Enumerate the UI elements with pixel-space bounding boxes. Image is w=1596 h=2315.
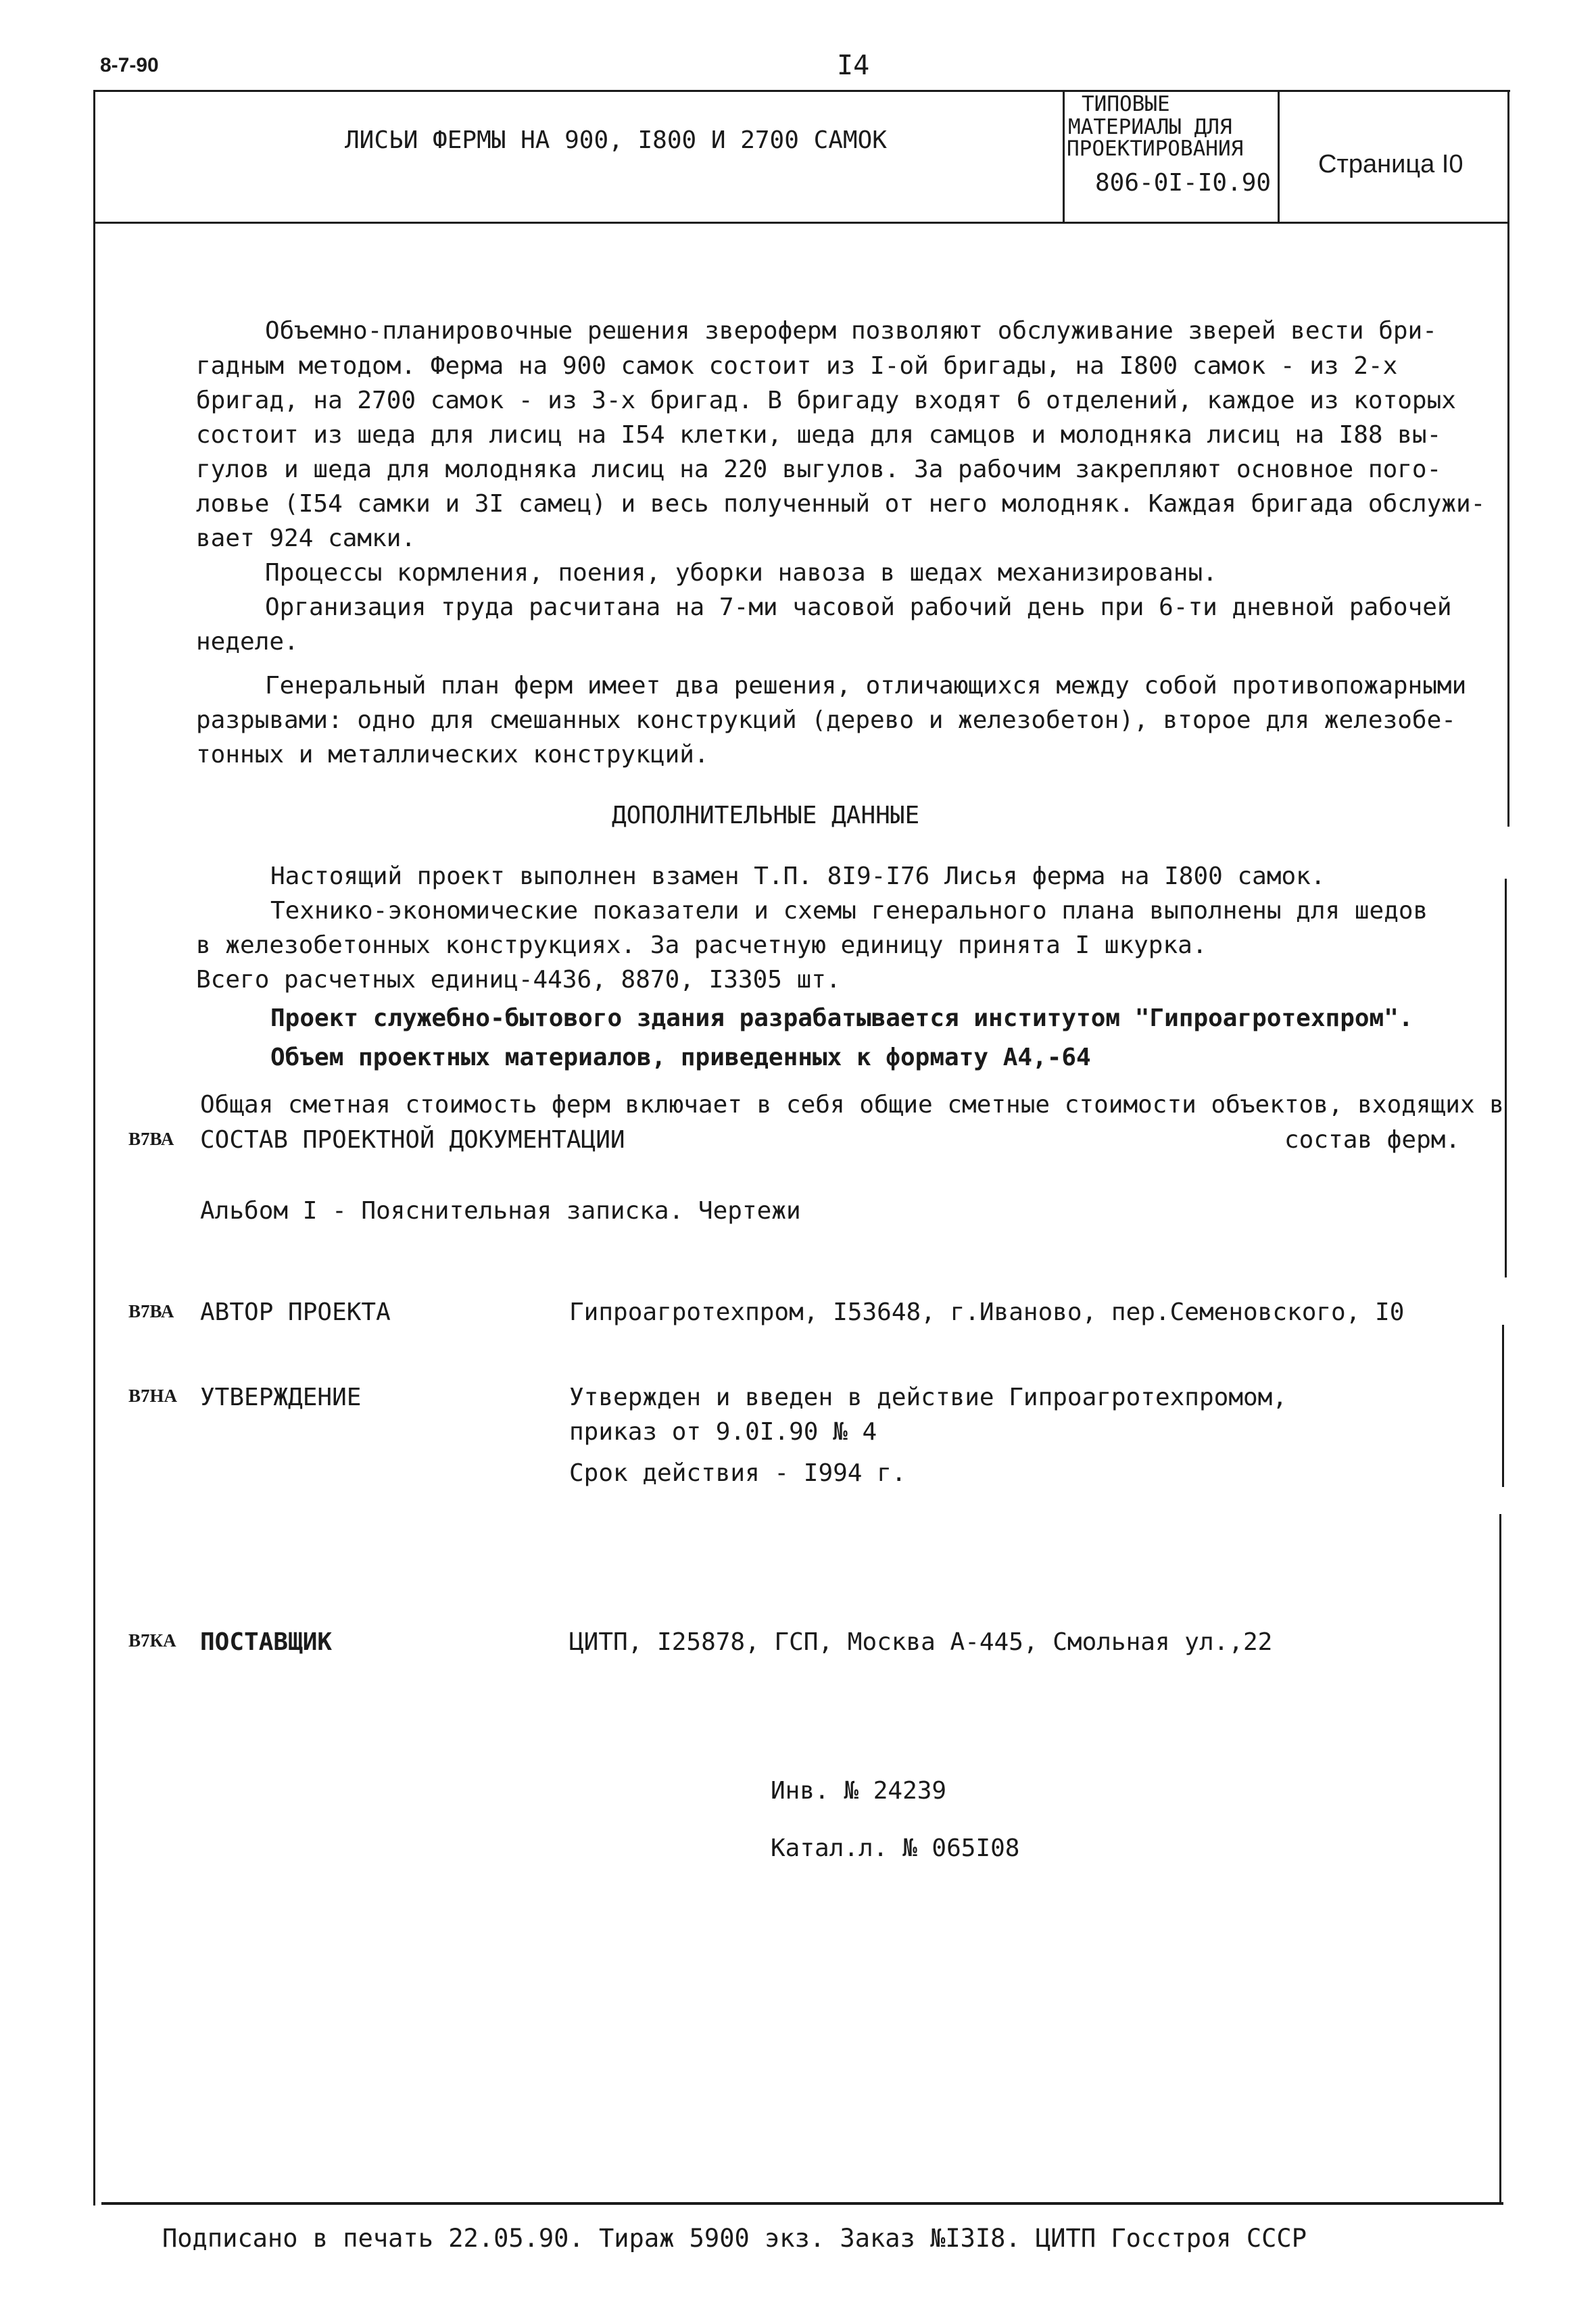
volume-text: Объем проектных материалов, приведенных к формату А4,-64 xyxy=(270,1044,1091,1071)
typical-materials-line-3: ПРОЕКТИРОВАНИЯ xyxy=(1067,137,1244,161)
frame-left xyxy=(93,90,95,2206)
frame-right-mid1 xyxy=(1505,879,1507,1277)
typical-materials-line-2: МАТЕРИАЛЫ ДЛЯ xyxy=(1068,115,1232,139)
general-plan-line: Генеральный план ферм имеет два решения, отличающихся между собой противопожарными xyxy=(265,672,1467,700)
frame-bottom xyxy=(101,2202,1503,2205)
organization-line: Организация труда расчитана на 7-ми часовой рабочий день при 6-ти дневной рабочей xyxy=(265,593,1452,621)
approval-tag: В7НА xyxy=(128,1386,178,1406)
author-label: АВТОР ПРОЕКТА xyxy=(200,1298,391,1326)
supplier-value: ЦИТП, I25878, ГСП, Москва А-445, Смольная ул.,22 xyxy=(569,1628,1273,1656)
approval-line: Утвержден и введен в действие Гипроагротехпромом, xyxy=(569,1384,1288,1411)
approval-label: УТВЕРЖДЕНИЕ xyxy=(200,1384,362,1411)
designation-code: 806-0I-I0.90 xyxy=(1095,169,1272,197)
teo-line: в железобетонных конструкциях. За расчетную единицу принята I шкурка. xyxy=(196,931,1207,959)
frame-right-mid2 xyxy=(1502,1325,1504,1487)
document-code: 8-7-90 xyxy=(100,54,159,76)
header-divider-2 xyxy=(1278,90,1280,222)
frame-right-upper xyxy=(1507,90,1509,827)
additional-data-heading: ДОПОЛНИТЕЛЬНЫЕ ДАННЫЕ xyxy=(612,802,920,829)
typical-materials-line-1: ТИПОВЫЕ xyxy=(1082,92,1170,116)
header-divider-1 xyxy=(1063,90,1065,222)
cost-line: Общая сметная стоимость ферм включает в себя общие сметные стоимости объектов, входящих в xyxy=(200,1091,1504,1119)
intro-line: Объемно-планировочные решения звероферм позволяют обслуживание зверей вести бри- xyxy=(265,317,1437,345)
organization-line: неделе. xyxy=(196,628,299,656)
replaces-text: Настоящий проект выполнен взамен Т.П. 8I9-I76 Лисья ферма на I800 самок. xyxy=(270,862,1326,890)
catalog-number: Катал.л. № 065I08 xyxy=(771,1834,1020,1862)
page-label: Страница I0 xyxy=(1318,150,1464,178)
intro-line: вает 924 самки. xyxy=(196,525,416,552)
service-building-text: Проект служебно-бытового здания разрабатывается институтом "Гипроагротехпром". xyxy=(270,1004,1413,1032)
units-text: Всего расчетных единиц-4436, 8870, I3305 шт. xyxy=(196,966,841,994)
album-text: Альбом I - Пояснительная записка. Чертежи xyxy=(200,1197,801,1225)
mechanization-text: Процессы кормления, поения, уборки навоза в шедах механизированы. xyxy=(265,559,1217,587)
general-plan-line: разрывами: одно для смешанных конструкций (дерево и железобетон), второе для железобе- xyxy=(196,706,1456,734)
approval-line: приказ от 9.0I.90 № 4 xyxy=(569,1418,877,1446)
supplier-tag: В7КА xyxy=(128,1630,176,1651)
composition-tag: В7ВА xyxy=(128,1129,174,1149)
author-tag: В7ВА xyxy=(128,1301,174,1321)
intro-line: состоит из шеда для лисиц на I54 клетки, шеда для самцов и молодняка лисиц на I88 вы- xyxy=(196,421,1442,449)
document-title: ЛИСЬИ ФЕРМЫ НА 900, I800 И 2700 САМОК xyxy=(345,126,887,154)
intro-line: ловье (I54 самки и 3I самец) и весь полученный от него молодняк. Каждая бригада обслужи- xyxy=(196,490,1486,518)
general-plan-line: тонных и металлических конструкций. xyxy=(196,741,709,769)
print-footer: Подписано в печать 22.05.90. Тираж 5900 экз. Заказ №I3I8. ЦИТП Госстроя СССР xyxy=(162,2224,1307,2253)
page-number: I4 xyxy=(837,50,870,81)
author-value: Гипроагротехпром, I53648, г.Иваново, пер.Семеновского, I0 xyxy=(569,1298,1405,1326)
frame-right-lower xyxy=(1499,1514,1501,2203)
intro-line: бригад, на 2700 самок - из 3-х бригад. В бригаду входят 6 отделений, каждое из которых xyxy=(196,387,1456,414)
header-bottom-line xyxy=(93,222,1509,224)
validity-text: Срок действия - I994 г. xyxy=(569,1459,906,1487)
teo-line: Технико-экономические показатели и схемы генерального плана выполнены для шедов xyxy=(270,897,1428,925)
intro-line: гулов и шеда для молодняка лисиц на 220 выгулов. За рабочим закрепляют основное пого- xyxy=(196,456,1442,483)
supplier-label: ПОСТАВЩИК xyxy=(200,1628,333,1656)
intro-line: гадным методом. Ферма на 900 самок состоит из I-ой бригады, на I800 самок - из 2-х xyxy=(196,352,1398,380)
frame-top xyxy=(93,90,1510,92)
inventory-number: Инв. № 24239 xyxy=(771,1777,947,1805)
cost-line-end: состав ферм. xyxy=(1284,1126,1461,1154)
composition-label: СОСТАВ ПРОЕКТНОЙ ДОКУМЕНТАЦИИ xyxy=(200,1126,625,1154)
